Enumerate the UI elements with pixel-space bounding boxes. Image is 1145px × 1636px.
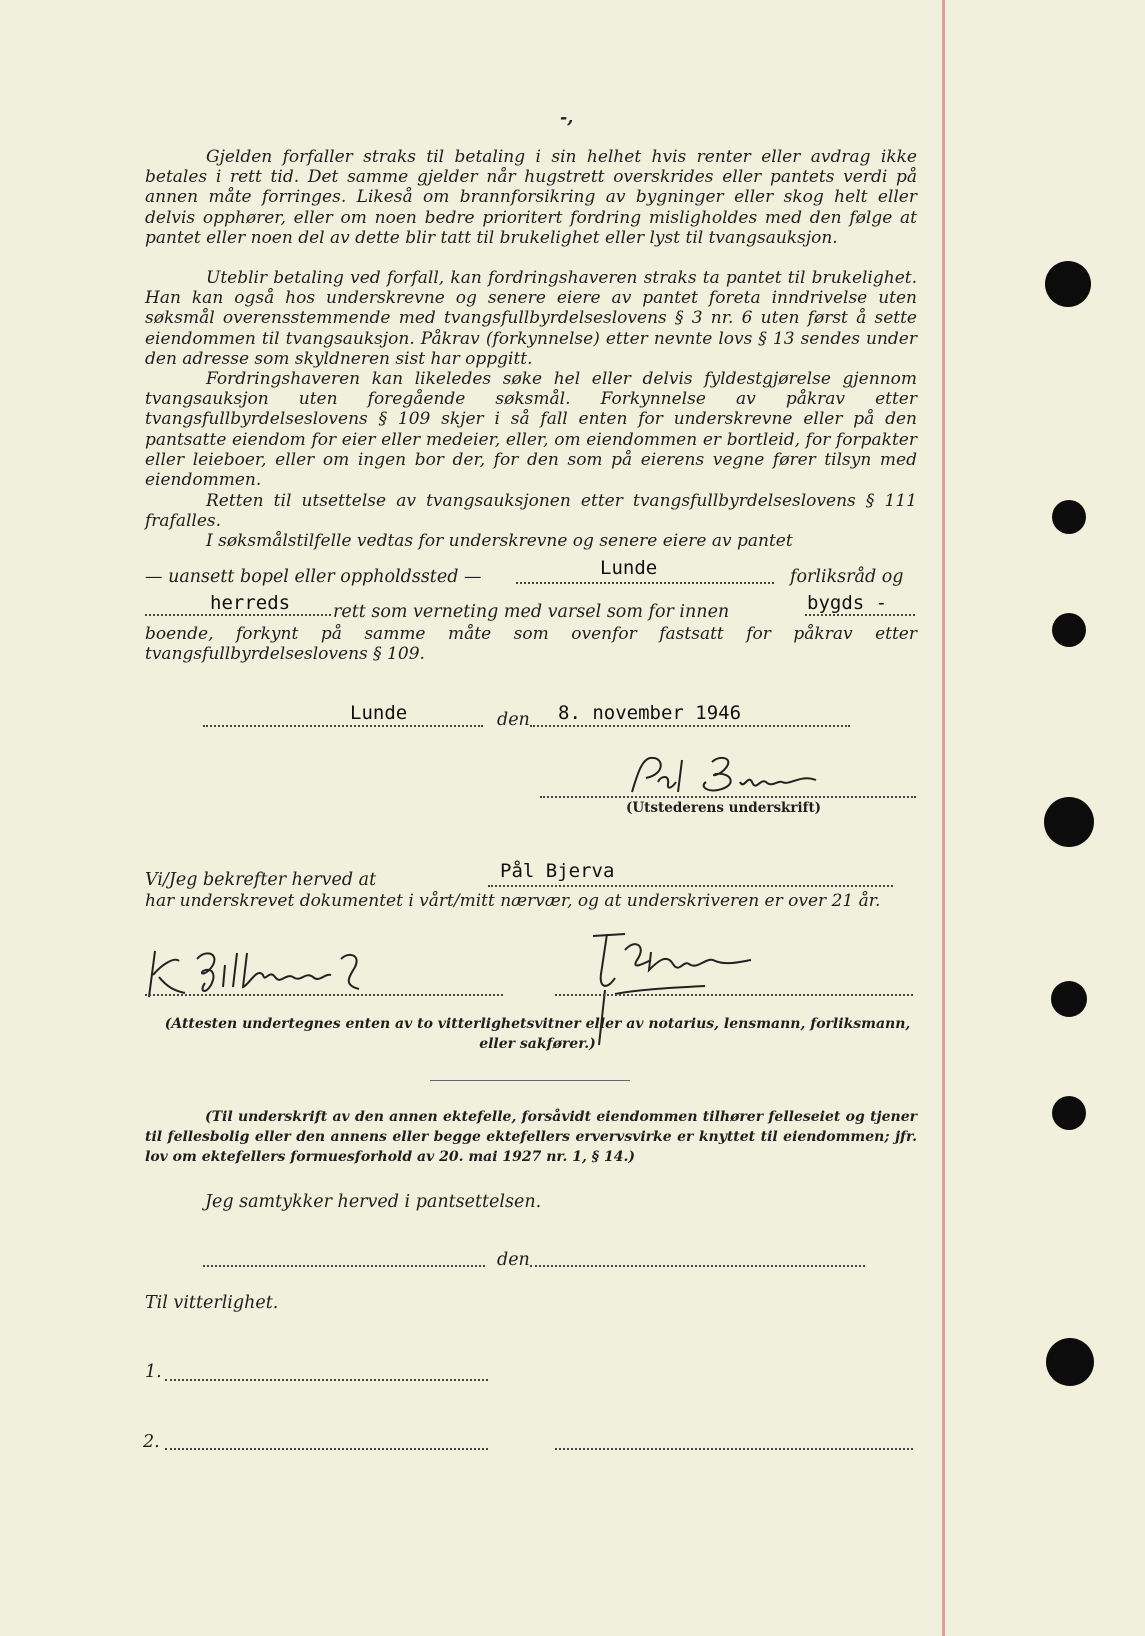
witness-dots-1: [145, 994, 503, 996]
venue-place: Lunde: [600, 557, 658, 579]
punch-hole: [1052, 1096, 1086, 1130]
consent-text: Jeg samtykker herved i pantsettelsen.: [205, 1192, 542, 1212]
venue-place-dots: [516, 582, 774, 584]
date-place: Lunde: [350, 702, 408, 724]
witness-heading: Til vitterlighet.: [145, 1293, 279, 1313]
date-place-dots: [203, 725, 483, 727]
court-type: herreds: [210, 592, 291, 614]
separator-rule: [430, 1080, 630, 1081]
date-dots: [530, 725, 850, 727]
paragraph-lawsuit: I søksmålstilfelle vedtas for underskrevne og senere eiere av pantet: [206, 531, 793, 551]
date-den: den: [497, 710, 530, 730]
venue-suffix: forliksråd og: [790, 567, 904, 587]
paragraph-auction: Fordringshaveren kan likeledes søke hel eller delvis fyldestgjørelse gjennom tvangsauksjon uten foregående søksmål. Forkynnelse av påkrav etter tvangsfullbyrdelseslovens § 109 skjer i så fall enten for underskrevne eller på den pantsatte eiendom for eier eller medeier, eller, om eiendommen er bortleid, for forpakter eller leieboer, eller om ingen bor der, for den som på eierens vegne fører tilsyn med eiendommen.: [145, 369, 917, 491]
consent-place-dots: [203, 1265, 485, 1267]
punch-hole: [1051, 981, 1087, 1017]
punch-hole: [1044, 797, 1094, 847]
page-mark: -,: [560, 108, 574, 128]
punch-hole: [1052, 500, 1086, 534]
consent-date-dots: [530, 1265, 865, 1267]
confirmation-name-dots: [488, 885, 893, 887]
confirmation-name: Pål Bjerva: [500, 860, 615, 882]
witness-line-1: [165, 1379, 488, 1381]
spouse-note: (Til underskrift av den annen ektefelle, forsåvidt eiendommen tilhører felleseiet og tjener til fellesbolig eller den annens eller begge ektefellers ervervsvirke er knyttet til eiendommen; jfr. lov om ektefellers formuesforhold av 20. mai 1927 nr. 1, § 14.): [145, 1109, 917, 1165]
witness-line-2a: [165, 1448, 488, 1450]
witness-number-2: 2.: [143, 1432, 160, 1452]
court-text: rett som verneting med varsel som for innen: [333, 602, 730, 622]
witness-signature-1: [145, 945, 425, 1000]
confirmation-text: har underskrevet dokumentet i vårt/mitt nærvær, og at underskriveren er over 21 år.: [145, 891, 881, 911]
margin-line: [942, 0, 945, 1636]
residence-type: bygds -: [807, 592, 888, 614]
consent-den: den: [497, 1250, 530, 1270]
witness-dots-2: [555, 994, 913, 996]
paragraph-default: Uteblir betaling ved forfall, kan fordringshaveren straks ta pantet til brukelighet. Han kan også hos underskrevne og senere eiere av pantet foreta inndrivelse uten søksmål overensstemmende med tvangsfullbyrdelseslovens § 3 nr. 6 uten først å sette eiendommen til tvangsauksjon. Påkrav (forkynnelse) etter nevnte lovs § 13 sendes under den adresse som skyldneren sist har oppgitt.: [145, 268, 917, 369]
confirmation-prefix: Vi/Jeg bekrefter herved at: [145, 870, 377, 890]
witness-line-2b: [555, 1448, 913, 1450]
court-type-dots: [145, 614, 331, 616]
witness-caption: (Attesten undertegnes enten av to vitterlighetsvitner eller av notarius, lensmann, forliksmann, eller sakfører.): [164, 1016, 911, 1052]
venue-rest: boende, forkynt på samme måte som ovenfor fastsatt for påkrav etter tvangsfullbyrdelseslovens § 109.: [145, 624, 917, 665]
paragraph-postponement: Retten til utsettelse av tvangsauksjonen etter tvangsfullbyrdelseslovens § 111 frafalles.: [145, 491, 917, 532]
issuer-signature-dots: [540, 796, 916, 798]
paragraph-due: Gjelden forfaller straks til betaling i sin helhet hvis renter eller avdrag ikke betales i rett tid. Det samme gjelder når hugstrett overskrides eller pantets verdi på annen måte forringes. Likeså om brannforsikring av bygninger eller skog helt eller delvis opphører, eller om noen bedre prioritert fordring misligholdes med den følge at pantet eller noen del av dette blir tatt til brukelighet eller lyst til tvangsauksjon.: [145, 147, 917, 248]
venue-prefix: — uansett bopel eller oppholdssted —: [145, 567, 482, 587]
punch-hole: [1052, 613, 1086, 647]
issuer-caption: (Utstederens underskrift): [626, 800, 822, 816]
date-value: 8. november 1946: [558, 702, 742, 724]
residence-dots: [805, 614, 915, 616]
punch-hole: [1045, 261, 1091, 307]
punch-hole: [1046, 1338, 1094, 1386]
witness-number-1: 1.: [145, 1362, 162, 1382]
